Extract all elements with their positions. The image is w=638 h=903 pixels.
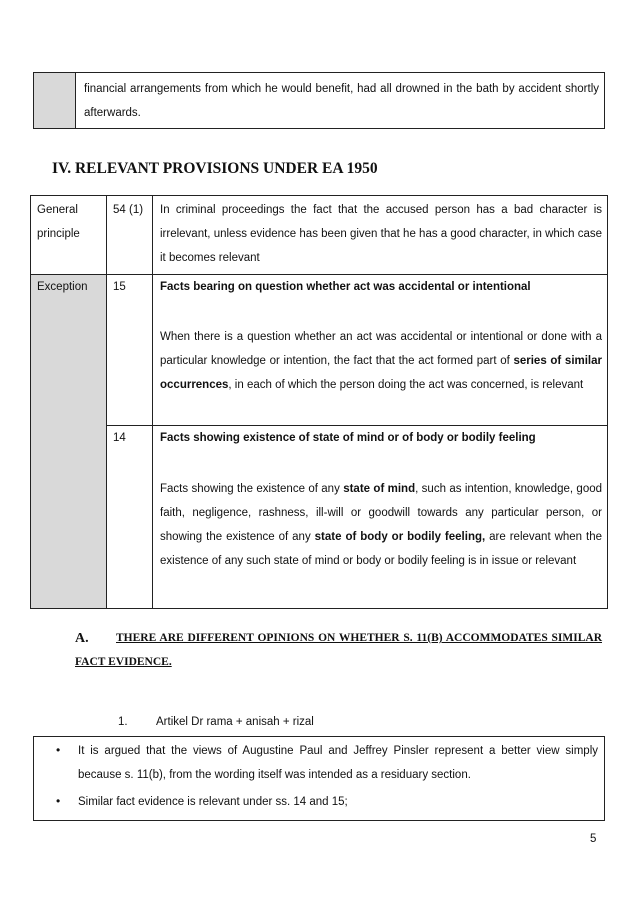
row2-title: Facts bearing on question whether act was accidental or intentional: [160, 281, 531, 293]
row3-t1: Facts showing the existence of any: [160, 483, 344, 495]
subheading-letter: A.: [75, 631, 89, 646]
row3-text: [160, 477, 602, 573]
bullet-icon: •: [56, 743, 61, 757]
exception-shaded-cell: [31, 275, 106, 608]
numbered-item-number: 1.: [118, 716, 128, 728]
row2-section: 15: [113, 281, 126, 293]
page-number: 5: [590, 833, 597, 845]
bullet-item: It is argued that the views of Augustine Paul and Jeffrey Pinsler represent a better view simply because s. 11(b), from the wording itself was intended as a residuary section.: [78, 745, 598, 781]
subheading-line2: FACT EVIDENCE.: [75, 656, 172, 668]
top-table-text: financial arrangements from which he would benefit, had all drowned in the bath by accident shortly afterwards.: [84, 83, 599, 119]
section-heading: IV. RELEVANT PROVISIONS UNDER EA 1950: [52, 160, 378, 177]
row3-t3: are relevant when the existence of any such state of mind or body or bodily feeling is in issue or relevant: [160, 531, 603, 567]
row3-title: Facts showing existence of state of mind or of body or bodily feeling: [160, 432, 536, 444]
row1-section: 54 (1): [113, 204, 144, 216]
bullet-item: Similar fact evidence is relevant under ss. 14 and 15;: [78, 796, 348, 808]
row2-text-b: , in each of which the person doing the act was concerned, is relevant: [228, 379, 584, 391]
top-table: [33, 72, 605, 129]
row2-category: Exception: [37, 281, 88, 293]
row3-b1: state of mind: [343, 483, 416, 495]
row1-category: General principle: [37, 204, 80, 240]
row3-section: 14: [113, 432, 126, 444]
row3-t2: , such as intention, knowledge, good faith, negligence, rashness, ill-will or goodwill towards any particular person, or showing the existence of any: [160, 483, 603, 543]
row2-bold-a: series of similar occurrences: [160, 355, 602, 391]
provisions-table: [30, 195, 608, 609]
top-table-shaded-cell: [34, 73, 76, 128]
row2-text: [160, 325, 602, 397]
subheading-line1: THERE ARE DIFFERENT OPINIONS ON WHETHER S. 11(B) ACCOMMODATES SIMILAR: [116, 632, 602, 644]
bullet-box: [33, 736, 605, 821]
row1-text: In criminal proceedings the fact that the accused person has a bad character is irrelevant, unless evidence has been given that he has a good character, in which case it becomes relevant: [160, 204, 602, 264]
bullet-icon: •: [56, 794, 61, 808]
row2-text-a: When there is a question whether an act was accidental or intentional or done with a particular knowledge or intention, the fact that the act formed part of: [160, 331, 602, 367]
numbered-item-text: Artikel Dr rama + anisah + rizal: [156, 716, 314, 728]
row3-b2: state of body or bodily feeling,: [314, 531, 486, 543]
